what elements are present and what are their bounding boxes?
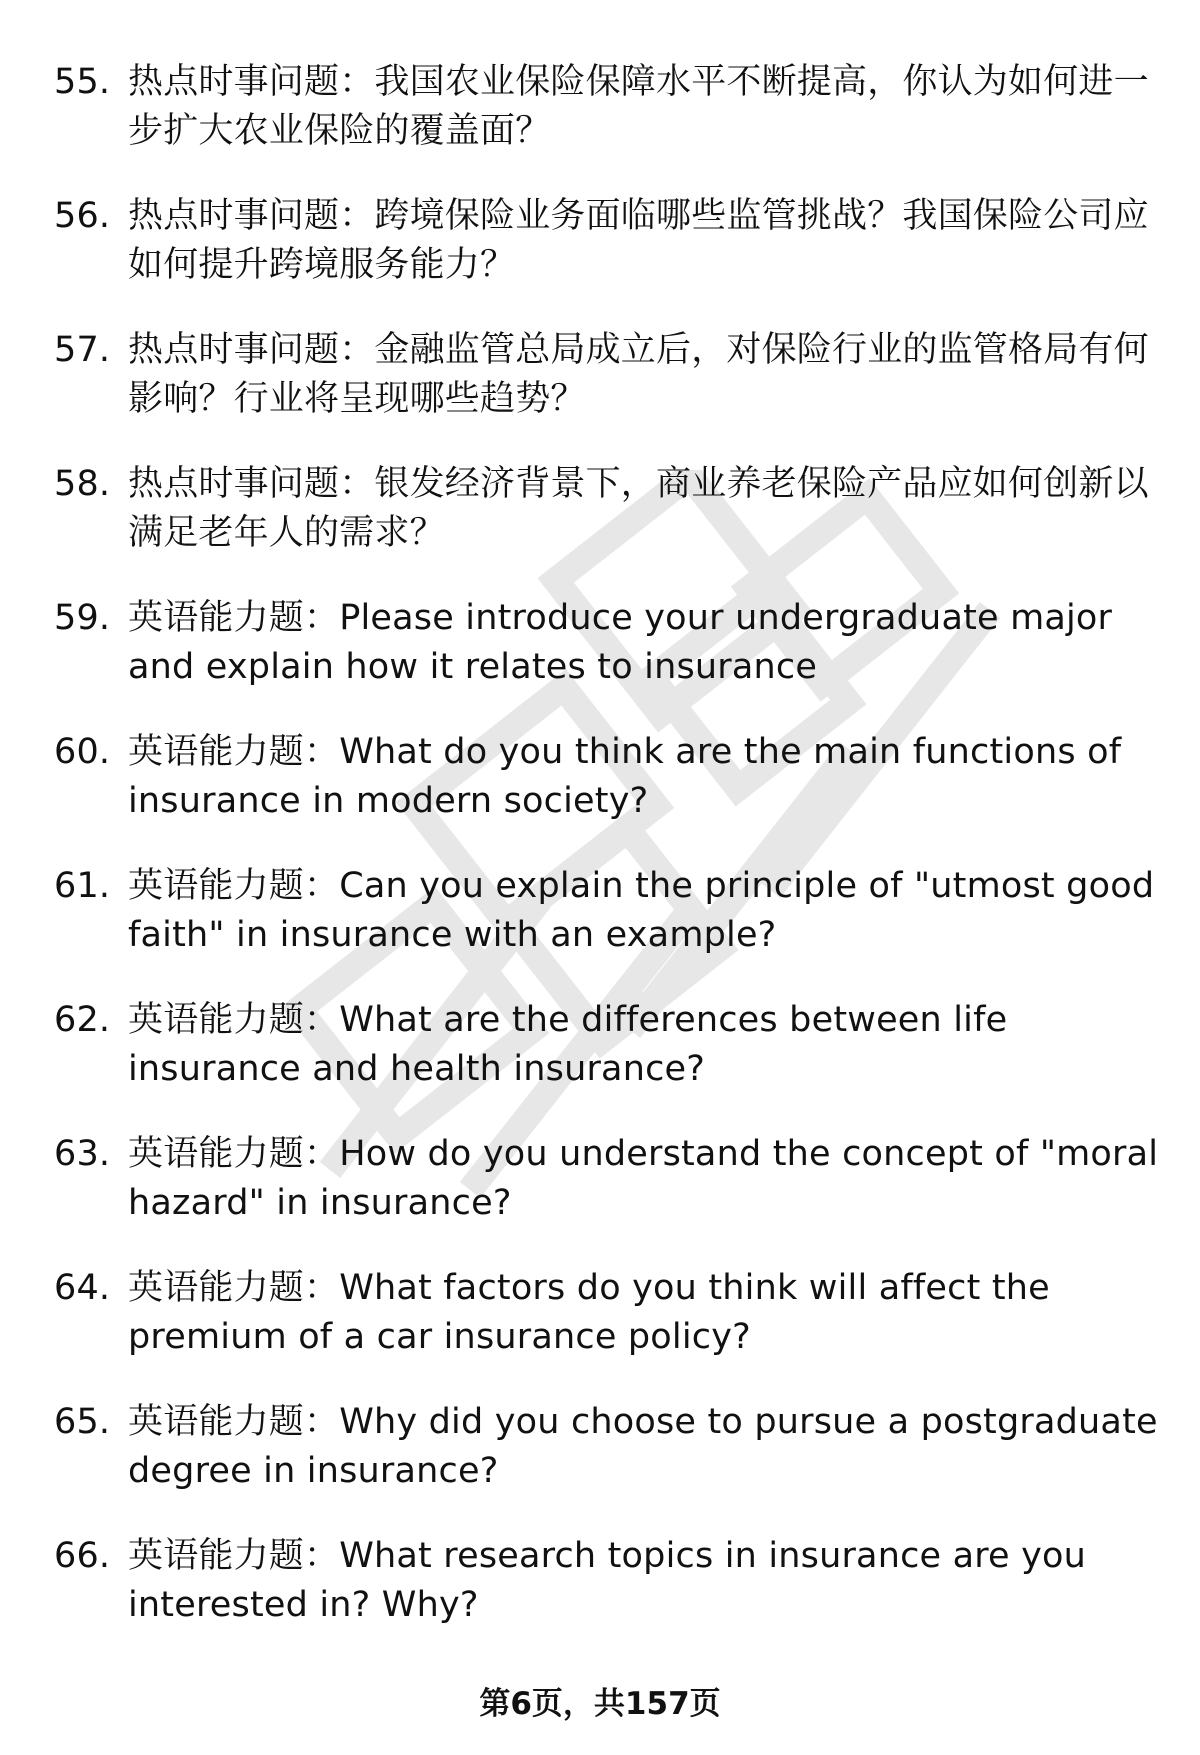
question-text: 英语能力题：What factors do you think will affect the premium of a car insurance policy? bbox=[128, 1268, 1050, 1357]
question-text: 英语能力题：Please introduce your undergraduate major and explain how it relates to insurance bbox=[128, 598, 1113, 687]
question-number: 59. bbox=[54, 598, 111, 638]
question-text: 热点时事问题：我国农业保险保障水平不断提高，你认为如何进一步扩大农业保险的覆盖面？ bbox=[128, 62, 1149, 151]
question-number: 62. bbox=[54, 1000, 111, 1040]
question-number: 56. bbox=[54, 196, 111, 236]
question-number: 66. bbox=[54, 1536, 111, 1576]
question-item bbox=[54, 326, 1164, 424]
question-number: 55. bbox=[54, 62, 111, 102]
question-item bbox=[54, 594, 1164, 692]
question-item bbox=[54, 192, 1164, 290]
question-text: 热点时事问题：银发经济背景下，商业养老保险产品应如何创新以满足老年人的需求？ bbox=[128, 464, 1149, 553]
question-number: 61. bbox=[54, 866, 111, 906]
question-item bbox=[54, 1532, 1164, 1630]
question-text: 英语能力题：What research topics in insurance are you interested in? Why? bbox=[128, 1536, 1087, 1625]
question-item bbox=[54, 728, 1164, 826]
question-item bbox=[54, 1264, 1164, 1362]
question-text: 英语能力题：What do you think are the main functions of insurance in modern society? bbox=[128, 732, 1122, 821]
question-number: 65. bbox=[54, 1402, 111, 1442]
question-item bbox=[54, 58, 1164, 156]
question-text: 英语能力题：What are the differences between life insurance and health insurance? bbox=[128, 1000, 1008, 1089]
question-number: 63. bbox=[54, 1134, 111, 1174]
question-text: 英语能力题：How do you understand the concept of "moral hazard" in insurance? bbox=[128, 1134, 1159, 1223]
question-number: 58. bbox=[54, 464, 111, 504]
question-item bbox=[54, 460, 1164, 558]
question-text: 热点时事问题：跨境保险业务面临哪些监管挑战？我国保险公司应如何提升跨境服务能力？ bbox=[128, 196, 1149, 285]
question-text: 英语能力题：Why did you choose to pursue a postgraduate degree in insurance? bbox=[128, 1402, 1158, 1491]
page-footer: 第6页，共157页 bbox=[479, 1686, 721, 1722]
question-text: 热点时事问题：金融监管总局成立后，对保险行业的监管格局有何影响？行业将呈现哪些趋势？ bbox=[128, 330, 1149, 419]
question-number: 57. bbox=[54, 330, 111, 370]
question-list bbox=[54, 58, 1164, 1666]
question-item bbox=[54, 862, 1164, 960]
question-item bbox=[54, 1130, 1164, 1228]
question-item bbox=[54, 1398, 1164, 1496]
question-number: 60. bbox=[54, 732, 111, 772]
question-text: 英语能力题：Can you explain the principle of "utmost good faith" in insurance with an example? bbox=[128, 866, 1155, 955]
question-number: 64. bbox=[54, 1268, 111, 1308]
question-item bbox=[54, 996, 1164, 1094]
